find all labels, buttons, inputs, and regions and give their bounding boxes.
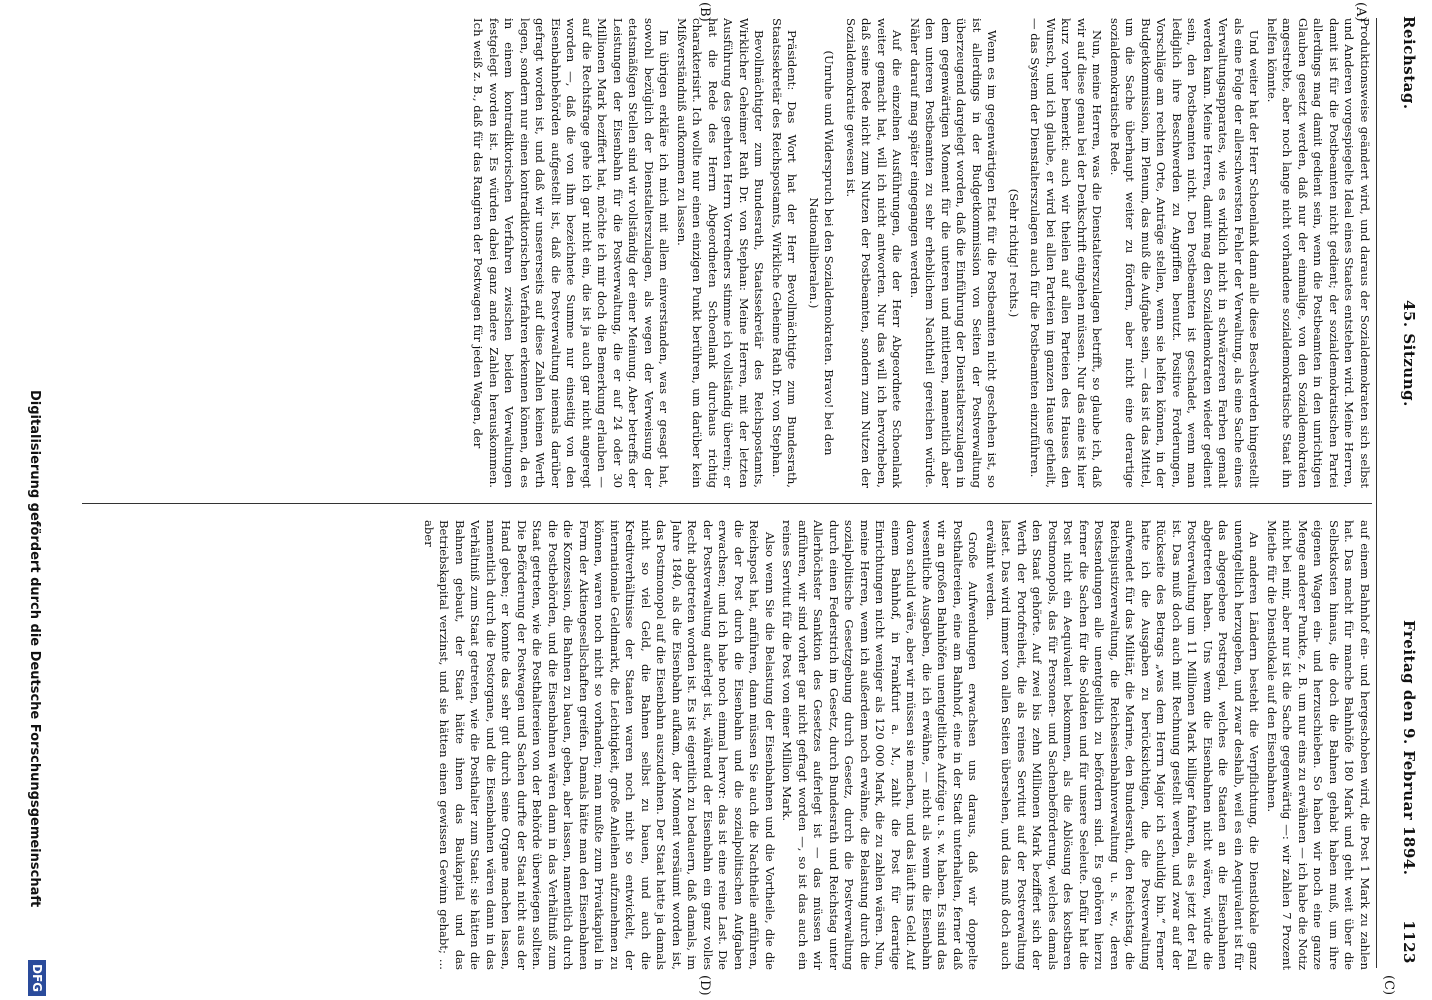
dfg-logo: DFG bbox=[28, 960, 46, 996]
header-rule bbox=[1376, 18, 1377, 968]
right-paragraph: Große Aufwendungen erwachsen uns daraus, daß wir doppelte Posthaltereien, eine am Bahnhof, eine in der Stadt unterhalten, ferner daß wir an großen Bahnhöfen unentgeltliche Aufzüge u. s. w. haben. Es sind das wesentliche Ausgaben, die ich erwähne, — nicht als wenn die Eisenbahn davon schuld wäre, aber wir müssen sie machen, und das läuft ins Geld. Auf einem Bahnhof, in Frankfurt a. M., zahlt die Post für derartige Einrichtungen nicht weniger als 120 000 Mark, die zu zahlen wären. Nun, meine Herren, wenn ich außerdem noch erwähne, die Belastung durch die sozialpolitische Gesetzgebung durch Gesetz, durch die Postverwaltung durch einen Federstrich im Gesetz, durch Bundesrath und Reichstag unter Allerhöchster Sanktion des Gesetzes auferlegt ist — das müssen wir anführen, wir sind vorher gar nicht gefragt worden —, so ist das auch ein reines Servitut für die Post von einer Million Mark. bbox=[780, 520, 981, 970]
left-column bbox=[82, 18, 1372, 488]
right-column bbox=[82, 520, 1372, 970]
left-paragraph: Produktionsweise geändert wird, und daraus der Sozialdemokraten sich selbst und Anderen vorgespiegelte Ideal eines Staates entstehen wird. Meine Herren, damit ist für die Postbeamten nicht gedient; der sozialdemokratischen Partei allerdings mag damit gedient sein, wenn die Postbeamten in den unrichtigen Glauben gesetzt werden, daß nur der einmalige, von den Sozialdemokraten angestrebte, aber noch lange nicht vorhandene sozialdemokratische Staat ihn helfen könnte. bbox=[1265, 18, 1372, 488]
right-paragraph: auf einem Bahnhof ein- und hergeschoben wird, die Post 1 Mark zu zahlen hat. Das macht für manche Bahnhöfe 180 Mark und geht weit über die Selbstkosten hinaus, die doch die Bahnen gehabt haben muß, um ihre eigenen Wagen ein- und herzuschieben. So haben wir noch eine ganze Menge anderer Punkte, z. B. um nur eins zu erwähnen — ich habe die Notiz nicht bei mir, aber nur ist die Sache gegenwärtig —: wir zahlen 7 Prozent Miethe für die Dienstlokale auf den Eisenbahnen. bbox=[1265, 520, 1372, 970]
column-rule bbox=[82, 503, 1372, 504]
left-interjection: (Sehr richtig! rechts.) bbox=[1007, 188, 1021, 318]
credit-text: Digitalisierung gefördert durch die Deutsche Forschungsgemeinschaft bbox=[27, 390, 42, 908]
left-paragraph: Bevollmächtigter zum Bundesrath, Staatssekretär des Reichspostamts, Wirklicher Geheimer Rath Dr. von Stephan: Meine Herren, mit der letzten Ausführung des geehrten Herrn Vorredners stimme ich vollständig überein; er hat die Rede des Herrn Abgeordneten Schoenlank durchaus richtig charakterisirt. Ich wollte nur einen einzigen Punkt berühren, um darüber kein Mißverständniß aufkommen zu lassen. bbox=[675, 18, 767, 488]
margin-marker-c: (C) bbox=[1381, 975, 1396, 996]
header-session: 45. Sitzung. bbox=[1400, 300, 1418, 407]
left-paragraph: Nun, meine Herren, was die Dienstalterszulagen betrifft, so glaube ich, daß wir auf diese genau bei der Denkschrift eingehen müssen. Nur das eine ist hier kurz vorher bemerkt: auch wir theilen auf allen Parteien des Hauses den Wunsch, und ich glaube, er wird bei allen Parteien im ganzen Hause getheilt, — das System der Dienstalterszulagen auch für die Postbeamten einzuführen. bbox=[1028, 18, 1105, 488]
left-paragraph: Auf die einzelnen Ausführungen, die der Herr Abgeordnete Schoenlank weiter gemacht hat, will ich nicht antworten. Nur das will ich hervorheben, daß seine Rede nicht zum Nutzen der Postbeamten, sondern zum Nutzen der Sozialdemokratie gewesen ist. bbox=[844, 18, 905, 488]
margin-marker-d: (D) bbox=[697, 975, 712, 996]
left-paragraph-president: Präsident: Das Wort hat der Herr Bevollmächtigte zum Bundesrath, Staatssekretär des Reichspostamts, Wirkliche Geheime Rath Dr. von Stephan. bbox=[770, 18, 800, 488]
digitization-credit bbox=[0, 0, 56, 1000]
left-paragraph: Und weiter hat der Herr Schoenlank dann alle diese Beschwerden hingestellt als eine Folge der allerschwersten Fehler der Verwaltung, als eine Sache eines Verwaltungsapparates, wie es wirklich nicht in schwärzeren Farben gemalt werden kann. Meine Herren, damit mag den Sozialdemokraten wieder gedient sein, den Postbeamten nicht. Den Postbeamten ist geschadet, wenn man lediglich ihre Beschwerden zu Angriffen benutzt. Positive Forderungen, Vorschläge am rechten Orte, Anträge stellen, wenn sie helfen können, in der Budgetkommission, im Plenum, das muß die Aufgabe sein, — das ist das Mittel, um die Sache überhaupt weiter zu fördern, aber nicht eine derartige sozialdemokratische Rede. bbox=[1108, 18, 1262, 488]
header-page-number: 1123 bbox=[1400, 920, 1418, 964]
left-paragraph: Im übrigen erkläre ich mich mit allem einverstanden, was er gesagt hat, sowohl bezüglich der Dienstalterszulagen, als wegen der Verweisung der etatsmäßigen Stellen sind wir vollständig der einer Meinung. Aber betreffs der Leistungen der Eisenbahn für die Postverwaltung, die er auf 24 oder 30 Millionen Mark beziffert hat, möchte ich mir doch die Bemerkung erlauben — auf die Rechtsfrage gehe ich gar nicht ein, die ist ja auch gar nicht angeregt worden —, daß die von ihm bezeichnete Summe nur einseitig von den Eisenbahnbehörden aufgestellt ist, daß die Postverwaltung niemals darüber gefragt worden ist, und daß wir unsererseits auf diese Zahlen keinen Werth legen, sondern nur einen kontradiktorischen Verfahren erkennen können, da es in einem kontradiktorischen Verfahren zwischen beiden Verwaltungen festgelegt worden ist. Es würden dabei ganz andere Zahlen herauskommen. Ich weiß z. B., daß für das Rangiren der Postwagen für jeden Wagen, der bbox=[471, 18, 672, 488]
right-paragraph: An anderen Ländern besteht die Verpflichtung, die Dienstlokale ganz unentgeltlich herzugeben, und zwar deshalb, weil es ein Aequivalent ist für das abgegebene Postregal, welches die Staaten an die Eisenbahnen abgetreten haben. Uns wenn die Eisenbahnen nicht wären, würde die Postverwaltung um 11 Millionen Mark billiger fahren, als es jetzt der Fall ist. Das muß doch auch mit Rechnung gestellt werden, und zwar auf der Rückseite des Betrags „was dem Herrn Major ich schuldig bin.“ Ferner hatte ich die Ausgaben zu berücksichtigen, die die Postverwaltung aufwendet für das Militär, die Marine, den Bundesrath, den Reichstag, die Reichsjustizverwaltung, die Reichseisenbahnverwaltung u. s. w., deren Postsendungen alle unentgeltlich zu befördern sind. Es gehören hierzu ferner die Sachen für die Soldaten und für unsere Seeleute. Dafür hat die Post nicht ein Aequivalent bekommen, als die Ablösung des kostbaren Postmonopols, das für Personen- und Sachenbeförderung, welches damals den Staat gehörte. Auf zwei bis zehn Millionen Mark beziffert sich der Werth der Portofreiheit, die als reines Servitut auf der Postverwaltung lastet. Das wird immer von allen Seiten übersehen, und das muß doch auch erwähnt werden. bbox=[984, 520, 1262, 970]
margin-marker-b: (B) bbox=[697, 2, 712, 22]
header-reichstag: Reichstag. bbox=[1400, 16, 1418, 110]
left-paragraph: Wenn es im gegenwärtigen Etat für die Postbeamten nicht geschehen ist, so ist allerdings in der Budgetkommission von Seiten der Postverwaltung überzeugend dargelegt worden, daß die Einführung der Dienstalterszulagen in dem gegenwärtigen Moment für die unteren und mittleren, namentlich aber den unteren Postbeamten zu sehr erheblichem Nachtheil gereichen würde. Näher darauf mag später eingegangen werden. bbox=[908, 18, 1000, 488]
left-interjection: (Unruhe und Widerspruch bei den Sozialdemokraten. Bravo! bei den Nationalliberalen.) bbox=[807, 50, 837, 456]
header-date: Freitag den 9. Februar 1894. bbox=[1400, 620, 1418, 876]
margin-marker-a: (A) bbox=[1353, 2, 1368, 22]
right-paragraph: Also wenn Sie die Belastung der Eisenbahnen und die Vortheile, die die Reichspost hat, anführen, dann müssen Sie auch die Nachtheile anführen, die der Post durch die Eisenbahn und die sozialpolitischen Aufgaben erwachsen; und ich habe noch einmal hervor: das ist eine reine Last. Die der Postverwaltung auferlegt ist, während der Eisenbahn ein ganz volles Recht abgetreten worden ist. Es ist eigentlich zu bedauern, daß damals, im Jahre 1840, als die Eisenbahn aufkam, der Moment versäumt worden ist, das Postmonopol auf die Eisenbahn auszudehnen. Der Staat hatte ja damals nicht so viel Geld, die Bahnen selbst zu bauen, und auch die Kreditverhältnisse der Staaten waren noch nicht so entwickelt, der internationale Geldmarkt, die Leichtigkeit, große Anleihen aufzunehmen zu können, waren noch nicht so vorhanden; man mußte zum Privatkapital in Form der Aktiengesellschaften greifen. Damals hätte man den Eisenbahnen die Konzession, die Bahnen zu bauen, geben, aber lassen, namentlich durch die Postbehörden, und die Eisenbahnen wären dann in das Verhältniß zum Staat getreten, wie die Posthaltereien von der Behörde überwiegen sollten. Die Beförderung der Postwagen und Sachen durfte der Staat nicht aus der Hand geben; er konnte das sehr gut durch seine Organe machen lassen, namentlich durch die Postorgane, und die Eisenbahnen wären dann in das Verhältniß zum Staat getreten, wie die Posthalter zum Staat: sie hätten die Bahnen gebaut, der Staat hätte ihnen das Baukapital und das Betriebskapital verzinst, und sie hätten einen gewissen Gewinn gehabt; ... aber bbox=[422, 520, 777, 970]
page-header bbox=[1372, 0, 1432, 1000]
